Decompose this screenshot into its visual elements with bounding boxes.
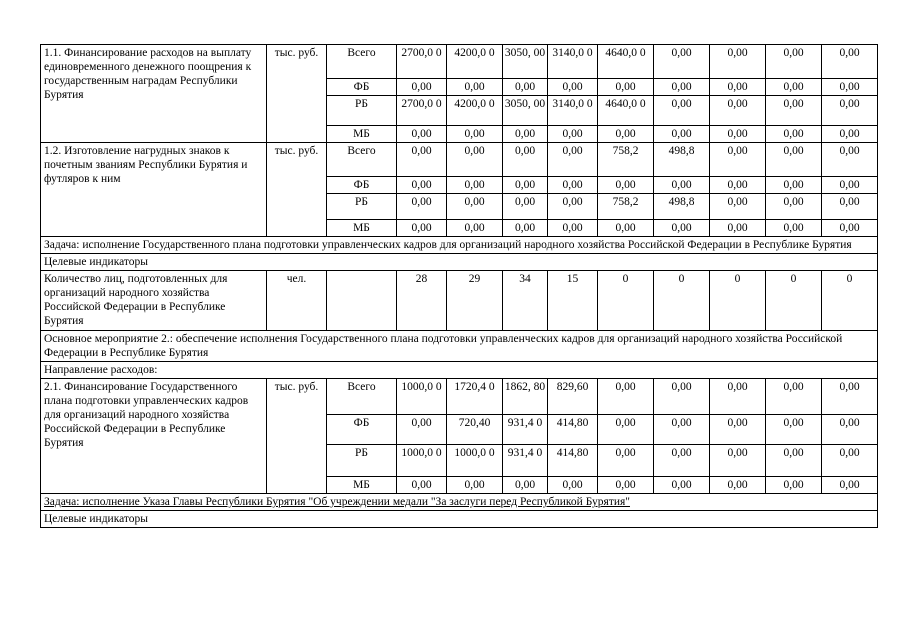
section-row [41,494,878,511]
funding-row [41,379,878,415]
value-cell: 0,00 [654,177,710,194]
value-cell: 0,00 [397,415,447,445]
value-cell: 3140,0 0 [548,96,598,126]
value-cell: 758,2 [598,194,654,220]
item-name: 2.1. Финансирование Государственного плана подготовки управленческих кадров для организаций народного хозяйства Российской Федерации в Республике Бурятия [41,379,267,494]
value-cell: 0,00 [766,177,822,194]
value-cell: 0,00 [710,79,766,96]
value-cell: 0,00 [654,79,710,96]
value-cell: 0,00 [822,45,878,79]
value-cell: 829,60 [548,379,598,415]
value-cell: 0,00 [766,445,822,477]
unit-cell: тыс. руб. [267,143,327,237]
value-cell: 0,00 [548,143,598,177]
value-cell: 0,00 [397,220,447,237]
funding-row [41,143,878,177]
value-cell: 0,00 [710,45,766,79]
value-cell: 931,4 0 [503,445,548,477]
source-label: МБ [327,126,397,143]
section-heading: Основное мероприятие 2.: обеспечение исполнения Государственного плана подготовки управленческих кадров для организаций народного хозяйства Российской Федерации в Республике Бурятия [41,331,878,362]
value-cell: 4200,0 0 [447,96,503,126]
section-row [41,511,878,528]
source-label: МБ [327,220,397,237]
section-heading: Задача: исполнение Государственного плана подготовки управленческих кадров для организаций народного хозяйства Российской Федерации в Республике Бурятия [41,237,878,254]
value-cell: 3050, 00 [503,96,548,126]
value-cell: 1862, 80 [503,379,548,415]
value-cell: 29 [447,271,503,331]
value-cell: 0,00 [710,143,766,177]
value-cell: 1000,0 0 [447,445,503,477]
section-row [41,362,878,379]
value-cell: 0 [654,271,710,331]
source-label: Всего [327,379,397,415]
value-cell: 0,00 [503,126,548,143]
value-cell: 0,00 [822,143,878,177]
value-cell: 0,00 [822,126,878,143]
value-cell: 0,00 [654,415,710,445]
value-cell: 0 [710,271,766,331]
value-cell: 0,00 [710,96,766,126]
value-cell: 0,00 [766,143,822,177]
value-cell: 0 [822,271,878,331]
budget-table [40,44,878,528]
value-cell: 498,8 [654,194,710,220]
value-cell: 0,00 [766,477,822,494]
value-cell: 0,00 [766,379,822,415]
value-cell: 0,00 [822,96,878,126]
value-cell: 0,00 [447,194,503,220]
source-label: Всего [327,143,397,177]
section-heading: Направление расходов: [41,362,878,379]
value-cell: 1000,0 0 [397,445,447,477]
value-cell: 0,00 [598,477,654,494]
value-cell: 34 [503,271,548,331]
value-cell: 4640,0 0 [598,45,654,79]
source-label: ФБ [327,79,397,96]
value-cell: 0,00 [503,477,548,494]
indicator-row [41,271,878,331]
value-cell: 0,00 [654,445,710,477]
value-cell: 3140,0 0 [548,45,598,79]
value-cell: 0,00 [766,79,822,96]
value-cell: 0 [766,271,822,331]
value-cell: 2700,0 0 [397,96,447,126]
value-cell: 0,00 [766,220,822,237]
unit-cell: чел. [267,271,327,331]
value-cell: 0,00 [503,220,548,237]
value-cell: 2700,0 0 [397,45,447,79]
value-cell: 0,00 [397,126,447,143]
source-label: ФБ [327,415,397,445]
value-cell: 0,00 [710,126,766,143]
value-cell: 0,00 [710,379,766,415]
unit-cell: тыс. руб. [267,45,327,143]
source-cell [327,271,397,331]
value-cell: 0,00 [447,177,503,194]
value-cell: 0,00 [548,220,598,237]
task-heading: Задача: исполнение Указа Главы Республики Бурятия "Об учреждении медали "За заслуги перед Республикой Бурятия" [41,494,878,511]
value-cell: 0,00 [598,79,654,96]
value-cell: 0,00 [766,45,822,79]
value-cell: 0,00 [766,194,822,220]
value-cell: 0,00 [397,477,447,494]
value-cell: 4200,0 0 [447,45,503,79]
value-cell: 1720,4 0 [447,379,503,415]
value-cell: 720,40 [447,415,503,445]
value-cell: 0,00 [654,379,710,415]
value-cell: 0,00 [447,220,503,237]
value-cell: 0,00 [822,415,878,445]
value-cell: 15 [548,271,598,331]
value-cell: 0,00 [598,220,654,237]
indicator-name: Количество лиц, подготовленных для организаций народного хозяйства Российской Федерации в Республике Бурятия [41,271,267,331]
item-name: 1.2. Изготовление нагрудных знаков к почетным званиям Республики Бурятия и футляров к ним [41,143,267,237]
value-cell: 0,00 [710,477,766,494]
value-cell: 0,00 [654,477,710,494]
value-cell: 498,8 [654,143,710,177]
value-cell: 0,00 [822,79,878,96]
value-cell: 0,00 [548,194,598,220]
value-cell: 0,00 [598,379,654,415]
value-cell: 0,00 [397,79,447,96]
value-cell: 0,00 [654,45,710,79]
value-cell: 0,00 [447,477,503,494]
value-cell: 0,00 [710,415,766,445]
value-cell: 931,4 0 [503,415,548,445]
value-cell: 0,00 [822,477,878,494]
value-cell: 0,00 [822,445,878,477]
value-cell: 0,00 [654,126,710,143]
value-cell: 0,00 [710,445,766,477]
value-cell: 1000,0 0 [397,379,447,415]
value-cell: 0,00 [548,477,598,494]
value-cell: 0,00 [503,79,548,96]
value-cell: 0,00 [766,126,822,143]
source-label: Всего [327,45,397,79]
value-cell: 0,00 [503,177,548,194]
source-label: РБ [327,194,397,220]
unit-cell: тыс. руб. [267,379,327,494]
section-heading: Целевые индикаторы [41,511,878,528]
value-cell: 414,80 [548,415,598,445]
section-row [41,331,878,362]
value-cell: 0,00 [766,415,822,445]
value-cell: 0,00 [447,126,503,143]
source-label: РБ [327,445,397,477]
value-cell: 0 [598,271,654,331]
item-name: 1.1. Финансирование расходов на выплату единовременного денежного поощрения к государственным наградам Республики Бурятия [41,45,267,143]
value-cell: 3050, 00 [503,45,548,79]
value-cell: 4640,0 0 [598,96,654,126]
funding-row [41,45,878,79]
value-cell: 0,00 [710,194,766,220]
value-cell: 0,00 [710,220,766,237]
value-cell: 0,00 [503,194,548,220]
value-cell: 0,00 [548,126,598,143]
section-row [41,237,878,254]
value-cell: 0,00 [710,177,766,194]
section-row [41,254,878,271]
source-label: РБ [327,96,397,126]
value-cell: 0,00 [397,177,447,194]
value-cell: 0,00 [822,177,878,194]
source-label: ФБ [327,177,397,194]
value-cell: 0,00 [822,379,878,415]
value-cell: 0,00 [598,445,654,477]
value-cell: 0,00 [822,220,878,237]
value-cell: 0,00 [598,126,654,143]
value-cell: 0,00 [397,194,447,220]
value-cell: 0,00 [548,79,598,96]
value-cell: 0,00 [766,96,822,126]
value-cell: 28 [397,271,447,331]
value-cell: 0,00 [822,194,878,220]
value-cell: 0,00 [503,143,548,177]
value-cell: 0,00 [397,143,447,177]
value-cell: 0,00 [598,177,654,194]
value-cell: 758,2 [598,143,654,177]
value-cell: 0,00 [598,415,654,445]
section-heading: Целевые индикаторы [41,254,878,271]
value-cell: 0,00 [654,96,710,126]
value-cell: 0,00 [548,177,598,194]
source-label: МБ [327,477,397,494]
value-cell: 0,00 [447,79,503,96]
value-cell: 0,00 [447,143,503,177]
value-cell: 414,80 [548,445,598,477]
value-cell: 0,00 [654,220,710,237]
